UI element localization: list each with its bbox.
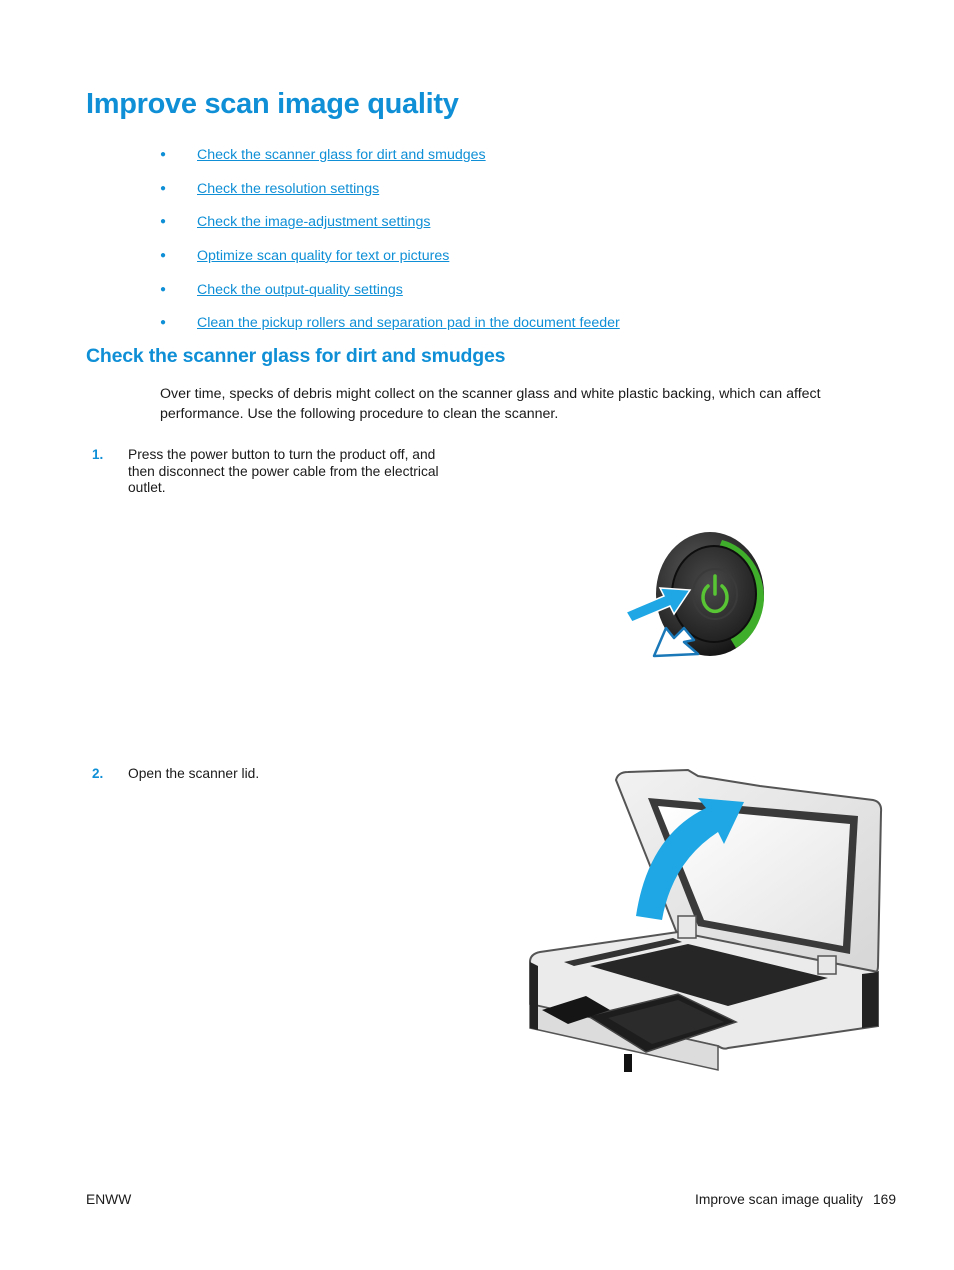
toc-item — [158, 239, 620, 273]
toc-link-image-adjustment[interactable]: Check the image-adjustment settings — [197, 214, 431, 231]
toc-link-scanner-glass[interactable]: Check the scanner glass for dirt and smudges — [197, 146, 486, 163]
open-scanner-lid-illustration — [528, 766, 888, 1072]
toc-link-clean-rollers[interactable]: Clean the pickup rollers and separation pad in the document feeder — [197, 315, 620, 332]
bullet-icon: ● — [160, 182, 167, 194]
step-text: Open the scanner lid. — [128, 766, 260, 781]
toc-item — [158, 205, 620, 239]
page-number: 169 — [872, 1192, 896, 1207]
step-text: Press the power button to turn the product off, and then disconnect the power cable from the electrical outlet. — [128, 447, 439, 496]
toc-link-output-quality[interactable]: Check the output-quality settings — [197, 281, 403, 298]
toc-item — [158, 306, 620, 340]
toc-item — [158, 172, 620, 206]
bullet-icon: ● — [160, 249, 167, 261]
section-heading: Check the scanner glass for dirt and smudges — [86, 345, 506, 367]
step-number: 1. — [92, 447, 104, 462]
section-intro: Over time, specks of debris might collect on the scanner glass and white plastic backing, which can affect performance. Use the following procedure to clean the scanner. — [160, 386, 821, 422]
power-button-illustration — [618, 530, 770, 660]
step-number: 2. — [92, 766, 104, 781]
step-2 — [92, 766, 472, 783]
toc-item — [158, 138, 620, 172]
bullet-icon: ● — [160, 148, 167, 160]
table-of-contents — [158, 138, 620, 340]
toc-item — [158, 273, 620, 307]
bullet-icon: ● — [160, 317, 167, 329]
toc-link-optimize-scan[interactable]: Optimize scan quality for text or pictures — [197, 247, 450, 264]
bullet-icon: ● — [160, 216, 167, 228]
footer-section-title: Improve scan image quality — [695, 1192, 863, 1207]
step-1 — [92, 447, 472, 497]
footer-left: ENWW — [86, 1192, 132, 1207]
page-title: Improve scan image quality — [86, 88, 459, 120]
footer-right — [695, 1192, 896, 1207]
bullet-icon: ● — [160, 283, 167, 295]
toc-link-resolution[interactable]: Check the resolution settings — [197, 180, 380, 197]
